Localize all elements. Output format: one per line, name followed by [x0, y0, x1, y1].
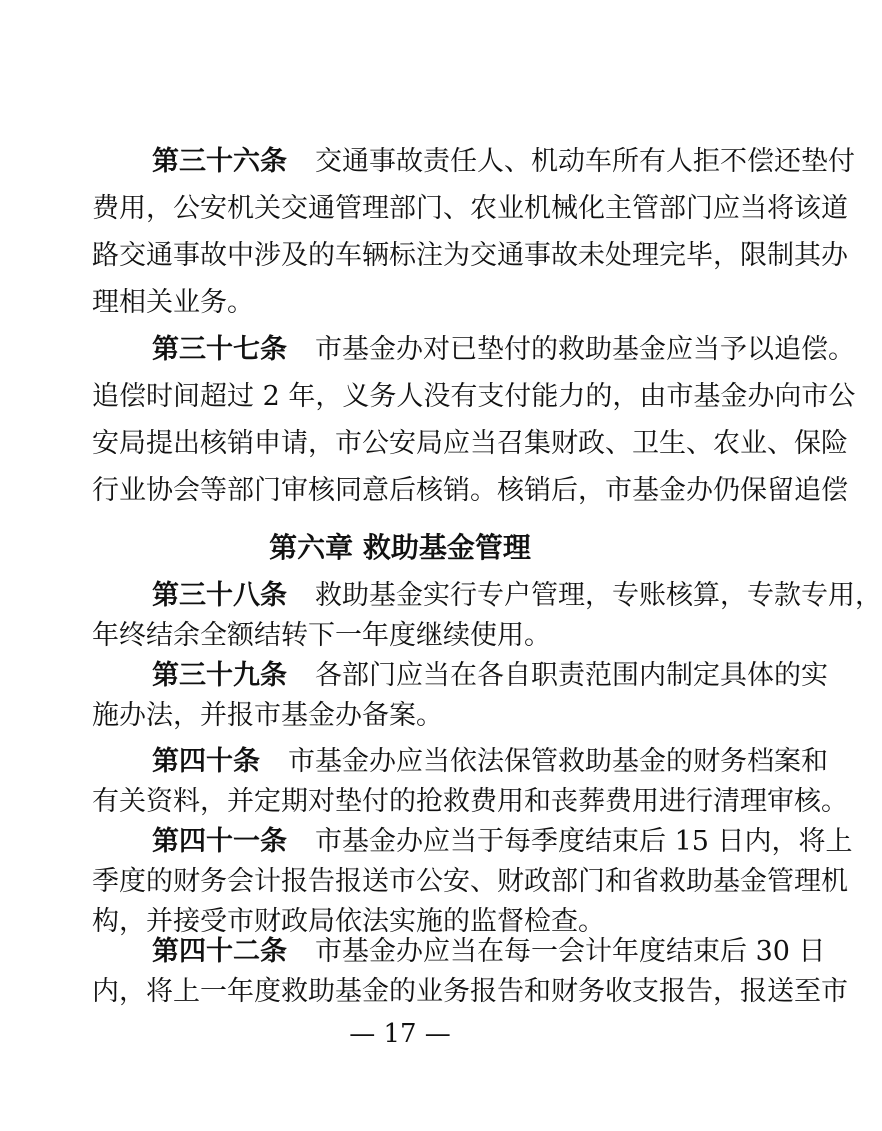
article-41-label: 第四十一条	[152, 826, 287, 857]
article-42-line-1: 第四十二条 市基金办应当在每一会计年度结束后 30 日	[152, 936, 826, 967]
article-37-line-2: 追偿时间超过 2 年，义务人没有支付能力的，由市基金办向市公	[92, 381, 856, 412]
page-number: — 17 —	[349, 1019, 451, 1049]
article-42-label: 第四十二条	[152, 936, 287, 967]
article-39-line-2: 施办法，并报市基金办备案。	[92, 700, 443, 731]
article-37-line-4: 行业协会等部门审核同意后核销。核销后，市基金办仍保留追偿	[92, 475, 848, 506]
article-37-line-1: 第三十七条 市基金办对已垫付的救助基金应当予以追偿。	[152, 334, 855, 365]
article-39-line-1: 第三十九条 各部门应当在各自职责范围内制定具体的实	[152, 660, 828, 691]
article-42-line-2: 内，将上一年度救助基金的业务报告和财务收支报告，报送至市	[92, 976, 848, 1007]
article-41-line-1: 第四十一条 市基金办应当于每季度结束后 15 日内，将上	[152, 826, 853, 857]
article-37-line-3: 安局提出核销申请，市公安局应当召集财政、卫生、农业、保险	[92, 428, 848, 459]
article-40-label: 第四十条	[152, 746, 260, 777]
article-36-line-3: 路交通事故中涉及的车辆标注为交通事故未处理完毕，限制其办	[92, 240, 848, 271]
article-40-line-1: 第四十条 市基金办应当依法保管救助基金的财务档案和	[152, 746, 828, 777]
article-38-line-2: 年终结余全额结转下一年度继续使用。	[92, 620, 551, 651]
article-36-line-4: 理相关业务。	[92, 287, 254, 318]
article-36-label: 第三十六条	[152, 146, 287, 177]
article-41-line-2: 季度的财务会计报告报送市公安、财政部门和省救助基金管理机	[92, 866, 848, 897]
article-39-label: 第三十九条	[152, 660, 287, 691]
article-36-line-2: 费用，公安机关交通管理部门、农业机械化主管部门应当将该道	[92, 193, 848, 224]
article-38-label: 第三十八条	[152, 580, 287, 611]
chapter-heading: 第六章 救助基金管理	[269, 531, 531, 564]
article-41-line-3: 构，并接受市财政局依法实施的监督检查。	[92, 906, 605, 937]
article-37-label: 第三十七条	[152, 334, 287, 365]
article-36-line-1: 第三十六条 交通事故责任人、机动车所有人拒不偿还垫付	[152, 146, 855, 177]
article-40-line-2: 有关资料，并定期对垫付的抢救费用和丧葬费用进行清理审核。	[92, 786, 848, 817]
article-38-line-1: 第三十八条 救助基金实行专户管理，专账核算，专款专用，	[152, 580, 882, 611]
